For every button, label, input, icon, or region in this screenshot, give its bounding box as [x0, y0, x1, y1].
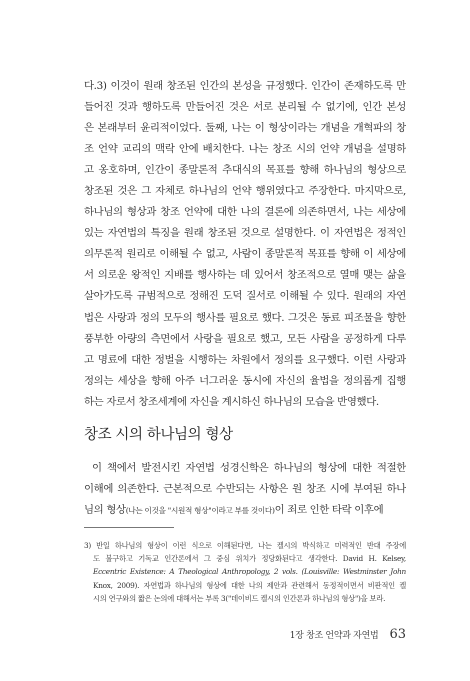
text-line: 살아가도록 규범적으로 정해진 도덕 질서로 이해될 수 있다. 원래의 자연: [84, 290, 406, 303]
footnote-line: 도 불구하고 기독교 인간론에서 그 중심 위치가 정당화된다고 생각한다. David H. Kelsey,: [93, 554, 406, 564]
text-line: 법은 사랑과 정의 모두의 행사를 필요로 했다. 그것은 동료 피조물을 향한: [84, 311, 406, 324]
text-line: 이 책에서 발전시킨 자연법 성경신학은 하나님의 형상에 대한 적절한: [92, 462, 406, 474]
text-line: 정의는 세상을 향해 아주 너그러운 동시에 자신의 율법을 정의롭게 집행: [84, 374, 406, 387]
text-line: 고 명료에 대한 정벌을 시행하는 차원에서 정의를 요구했다. 이런 사랑과: [84, 353, 406, 366]
paragraph-1: [84, 76, 406, 413]
footnote-line: Eccentric Existence: A Theological Anthropology, 2 vols. (Louisville: Westminster John: [93, 567, 406, 577]
text-line: 서 의로운 왕적인 지배를 행사하는 데 있어서 창조적으로 열매 맺는 삶을: [84, 269, 406, 282]
text-line: 창조된 것은 그 자체로 하나님의 언약 행위였다고 주장한다. 마지막으로,: [84, 185, 406, 198]
text-fragment: 님의 형상: [84, 504, 126, 517]
chapter-label: 1장 창조 언약과 자연법: [289, 631, 379, 641]
page-number: 63: [389, 627, 406, 642]
text-line: 조 언약 교리의 맥락 안에 배치한다. 나는 창조 시의 언약 개념을 설명하: [84, 143, 406, 156]
section-heading: 창조 시의 하나님의 형상: [84, 427, 233, 444]
text-line: 풍부한 아량의 측면에서 사랑을 필요로 했고, 모든 사람을 공정하게 다루: [84, 332, 406, 345]
text-line: 의무론적 원리로 이해될 수 없고, 사람이 종말론적 목표를 향해 이 세상에: [84, 248, 406, 261]
text-line: 은 본래부터 윤리적이었다. 둘째, 나는 이 형상이라는 개념을 개혁파의 창: [84, 122, 406, 135]
footnote: [84, 539, 406, 605]
text-line: 이해에 의존한다. 근본적으로 수반되는 사항은 원 창조 시에 부여된 하나: [84, 483, 406, 496]
paragraph-2: [84, 458, 406, 521]
page-footer: [290, 623, 406, 642]
text-line: 고 옹호하며, 인간이 종말론적 추대식의 목표를 향해 하나님의 형상으로: [84, 164, 406, 177]
footnote-divider: [84, 527, 174, 528]
text-fragment: 이 죄로 인한 타락 이후에: [274, 504, 384, 517]
text-line: [84, 500, 406, 521]
text-line: 있는 자연법의 특징을 원래 창조된 것으로 설명한다. 이 자연법은 정적인: [84, 227, 406, 240]
footnote-line: 시의 연구와의 짧은 논의에 대해서는 부록 3("데이비드 켈시의 인간론과 하나님의 형상")을 보라.: [93, 593, 386, 603]
parenthetical-note: (나는 이것을 "시원적 형상"이라고 부를 것이다): [125, 506, 275, 516]
footnote-line: Knox, 2009). 자연법과 하나님의 형상에 대한 나의 제안과 관련해서 동정적이면서 비판적인 켈: [93, 580, 406, 590]
text-line: 들어진 것과 행하도록 만들어진 것은 서로 분리될 수 없기에, 인간 본성: [84, 101, 406, 114]
text-line: 하는 자로서 창조세계에 자신을 계시하신 하나님의 모습을 반영했다.: [84, 395, 379, 408]
footnote-line: 3) 반일 하나님의 형상이 이런 식으로 이해된다면, 나는 켈시의 박식하고 미력적인 반대 주장에: [84, 541, 406, 550]
text-line: 다.3) 이것이 원래 창조된 인간의 본성을 규정했다. 인간이 존재하도록 만: [84, 80, 406, 92]
text-line: 하나님의 형상과 창조 언약에 대한 나의 결론에 의존하면서, 나는 세상에: [84, 206, 406, 219]
